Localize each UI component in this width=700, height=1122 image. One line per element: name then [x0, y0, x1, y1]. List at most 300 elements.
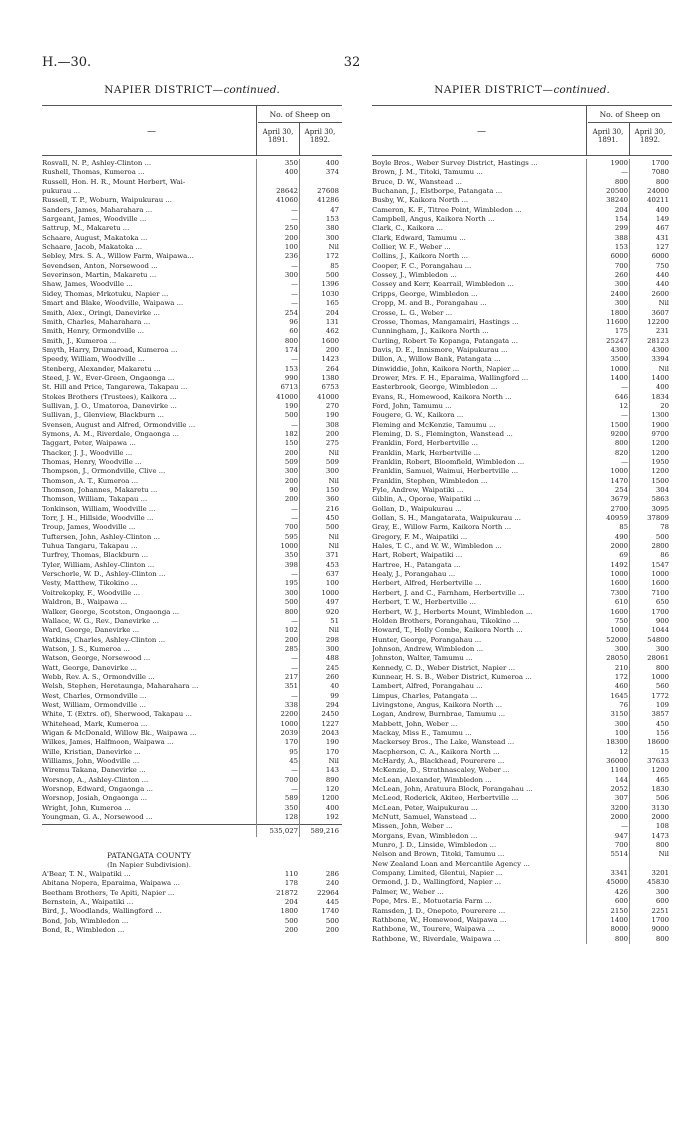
county-heading: PATANGATA COUNTY: [106, 851, 192, 861]
sheep-count-1891: 700: [284, 523, 298, 532]
table-row: [372, 309, 672, 318]
sheep-count-1891: 1600: [610, 579, 628, 588]
sheep-count-1891: 700: [614, 841, 628, 850]
holder-name: West, William, Ormondville ...: [42, 700, 146, 709]
holder-name: Russell, Hon. H. R., Mount Herbert, Wai-: [42, 177, 186, 186]
sheep-count-1891: 3341: [610, 869, 628, 878]
table-row: [42, 710, 342, 719]
sheep-count-1891: 100: [614, 728, 628, 737]
table-row: [372, 878, 672, 887]
sheep-count-1892: 1700: [651, 915, 669, 924]
table-row: [372, 383, 672, 392]
page-number: 32: [343, 55, 361, 70]
sheep-count-1892: 109: [655, 700, 669, 709]
holder-name: Cooper, F. C., Porangahau ...: [372, 261, 472, 270]
table-row: [42, 206, 342, 215]
holder-name: Sevendsen, Anton, Norsewood ...: [42, 261, 158, 270]
sheep-count-1891: 299: [614, 224, 628, 233]
holder-name: Thomson, William, Takapau ...: [42, 495, 148, 504]
table-row: [42, 449, 342, 458]
sheep-count-1892: 100: [325, 579, 339, 588]
holder-name: Clark, Edward, Tamumu ...: [372, 233, 466, 242]
table-row: [42, 654, 342, 663]
sheep-count-1892: 650: [655, 598, 669, 607]
sheep-count-1891: 175: [614, 327, 628, 336]
sheep-count-1892: 1200: [651, 448, 669, 457]
sheep-count-1892: 264: [325, 364, 339, 373]
table-row: [42, 224, 342, 233]
holder-name: Gollan, D., Waipukurau ...: [372, 504, 462, 513]
holder-name: St. Hill and Price, Tangarewa, Takapau ...: [42, 383, 188, 392]
sheep-count-1892: 108: [655, 822, 669, 831]
holder-name: Healy, J., Porangahau ...: [372, 570, 456, 579]
table-row: [42, 570, 342, 579]
table-row: [42, 523, 342, 532]
holder-name: Evans, R., Homewood, Kaikora North ...: [372, 392, 512, 401]
sheep-count-1891: 307: [614, 794, 628, 803]
sheep-count-1891: 11600: [606, 317, 628, 326]
sheep-count-1891: 1645: [610, 691, 628, 700]
sheep-count-1892: 300: [655, 887, 669, 896]
holder-name: Wille, Kristian, Danevirke ...: [42, 747, 141, 756]
table-row: [372, 542, 672, 551]
table-row: [372, 439, 672, 448]
holder-name: Turfrey, Thomas, Blackburn ...: [42, 551, 149, 560]
table-row: [372, 523, 672, 532]
table-row: [372, 262, 672, 271]
sheep-count-1891: 178: [284, 879, 298, 888]
holder-name: Busby, W., Kaikora North ...: [372, 196, 469, 205]
sheep-count-1891: 500: [284, 411, 298, 420]
sheep-count-1892: 360: [325, 495, 339, 504]
sheep-count-1892: 500: [325, 523, 339, 532]
sheep-count-1891: —: [291, 654, 298, 663]
sheep-count-1891: —: [621, 822, 628, 831]
sheep-count-1891: —: [291, 570, 298, 579]
holder-name: Herbert, Alfred, Herbertville ...: [372, 579, 482, 588]
holder-name: Severinson, Martin, Makaretu ...: [42, 271, 157, 280]
sheep-count-1892: 41286: [317, 196, 339, 205]
document-reference: H.—30.: [42, 55, 92, 70]
sheep-count-1891: 40959: [606, 514, 628, 523]
holder-name: Buchanan, J., Elstborpe, Patangata ...: [372, 187, 503, 196]
holder-name: pukurau ...: [42, 187, 81, 196]
sheep-count-1892: 465: [655, 775, 669, 784]
table-row: [372, 290, 672, 299]
sheep-count-1891: 41000: [276, 392, 298, 401]
table-row: [42, 486, 342, 495]
sheep-count-1891: —: [291, 355, 298, 364]
table-row: [372, 692, 672, 701]
table-row: [42, 907, 342, 916]
holder-name: Wilkes, James, Halfmoon, Waipawa ...: [42, 738, 174, 747]
table-row: [42, 243, 342, 252]
column-rule: [299, 159, 300, 837]
sheep-count-1891: —: [291, 215, 298, 224]
left-table-header: [42, 105, 342, 156]
table-row: [372, 822, 672, 831]
sheep-count-1892: 131: [325, 317, 339, 326]
table-row: [42, 346, 342, 355]
holder-name: Taggart, Peter, Waipawa ...: [42, 439, 136, 448]
sheep-count-1892: 78: [660, 523, 669, 532]
sheep-count-1891: 5514: [610, 850, 628, 859]
table-row: [372, 916, 672, 925]
sheep-count-1891: 200: [284, 495, 298, 504]
holder-name: Sullivan, J., Glenview, Blackburn ...: [42, 411, 164, 420]
left-column: [42, 84, 342, 936]
sheep-count-1891: 217: [284, 672, 298, 681]
table-row: [372, 430, 672, 439]
holder-name: Thomson, A. T., Kumeroa ...: [42, 476, 139, 485]
sheep-count-1891: 460: [614, 682, 628, 691]
table-row: [372, 794, 672, 803]
table-row: [372, 393, 672, 402]
sheep-count-1892: 2450: [321, 710, 339, 719]
table-row: [372, 869, 672, 878]
sheep-count-1891: 350: [284, 159, 298, 167]
table-row: [372, 766, 672, 775]
sheep-count-1891: 4300: [610, 345, 628, 354]
total-1891: 535,027: [269, 827, 298, 836]
table-row: [42, 626, 342, 635]
sheep-count-1892: 3857: [651, 710, 669, 719]
sheep-count-1891: 154: [614, 215, 628, 224]
sheep-count-1892: 1200: [651, 439, 669, 448]
sheep-count-1892: 1227: [321, 719, 339, 728]
holder-name: McLean, Alexander, Wimbledon ...: [372, 775, 492, 784]
sheep-count-1892: 462: [325, 327, 339, 336]
table-row: [372, 682, 672, 691]
right-column: [372, 84, 672, 944]
sheep-count-1892: 2000: [651, 813, 669, 822]
sheep-count-1892: 497: [325, 598, 339, 607]
sheep-count-1891: 254: [614, 486, 628, 495]
sheep-count-1891: 18300: [606, 738, 628, 747]
sheep-count-1892: 1547: [651, 560, 669, 569]
holder-name: Herbert, W. J., Herberts Mount, Wimbledon ...: [372, 607, 533, 616]
sheep-count-1891: 300: [284, 588, 298, 597]
sheep-count-1892: 304: [655, 486, 669, 495]
sheep-count-1892: 453: [325, 560, 339, 569]
sheep-count-1892: 40211: [647, 196, 669, 205]
sheep-count-1891: —: [291, 280, 298, 289]
sheep-count-1891: 351: [284, 682, 298, 691]
county-heading-row: [42, 851, 342, 860]
table-row: [42, 794, 342, 803]
sheep-count-1892: 800: [655, 841, 669, 850]
holder-name: Watson, J. S., Kumeroa ...: [42, 644, 130, 653]
sheep-count-1892: 637: [325, 570, 339, 579]
sheep-count-1891: 300: [284, 271, 298, 280]
table-row: [42, 159, 342, 168]
table-row: [372, 860, 672, 869]
holder-name: Wright, John, Kumeroa ...: [42, 803, 131, 812]
holder-name: Rathbone, W., Tourere, Waipawa ...: [372, 925, 495, 934]
table-row: [372, 467, 672, 476]
table-row: [372, 533, 672, 542]
holder-name: Svensen, August and Alfred, Ormondville ...: [42, 420, 196, 429]
table-row: [372, 411, 672, 420]
table-row: [372, 346, 672, 355]
table-row: [372, 701, 672, 710]
table-row: [42, 234, 342, 243]
sheep-count-1892: Nil: [658, 364, 669, 373]
table-row: [42, 365, 342, 374]
sheep-count-1891: 800: [614, 439, 628, 448]
sheep-count-1891: —: [291, 504, 298, 513]
sheep-count-1891: 2700: [610, 504, 628, 513]
sheep-count-1891: 38240: [606, 196, 628, 205]
table-row: [372, 720, 672, 729]
table-row: [372, 280, 672, 289]
column-rule: [629, 159, 630, 944]
table-row: [42, 926, 342, 935]
sheep-count-1892: 12200: [647, 317, 669, 326]
sheep-count-1891: 300: [614, 299, 628, 308]
holder-name: Fougere, G. W., Kaikora ...: [372, 411, 464, 420]
table-row: [42, 748, 342, 757]
sheep-count-1891: 236: [284, 252, 298, 261]
holder-name: Palmer, W., Weber ...: [372, 887, 444, 896]
table-row: [42, 168, 342, 177]
sheep-count-1891: 388: [614, 233, 628, 242]
table-row: [42, 757, 342, 766]
table-row: [42, 579, 342, 588]
sheep-count-1892: 28123: [647, 336, 669, 345]
holder-name: Bird, J., Woodlands, Wallingford ...: [42, 907, 162, 916]
holder-name: Limpus, Charles, Patangata ...: [372, 691, 478, 700]
holder-name: Wiremu Takana, Danevirke ...: [42, 766, 146, 775]
sheep-count-1892: 560: [655, 682, 669, 691]
sheep-count-1891: 509: [284, 458, 298, 466]
sheep-count-1892: 509: [325, 458, 339, 466]
table-row: [42, 280, 342, 289]
left-table-body: [42, 159, 342, 936]
year-1891-heading: April 30, 1891.: [592, 128, 624, 144]
holder-name: Gregory, F. M., Waipatiki ...: [372, 532, 468, 541]
table-row: [42, 561, 342, 570]
sheep-count-1892: 308: [325, 420, 339, 429]
sheep-count-1891: 250: [284, 224, 298, 233]
table-row: [42, 299, 342, 308]
sheep-count-1892: 1834: [651, 392, 669, 401]
sheep-count-1891: —: [291, 663, 298, 672]
sheep-count-1892: 28061: [647, 654, 669, 663]
table-row: [372, 757, 672, 766]
holder-name: Voitrekopky, F., Woodville ...: [42, 588, 141, 597]
sheep-count-1892: 204: [325, 308, 339, 317]
sheep-count-1891: —: [291, 785, 298, 794]
sheep-count-1892: 24000: [647, 187, 669, 196]
sheep-count-1892: 400: [655, 205, 669, 214]
sheep-count-1891: 1800: [610, 308, 628, 317]
sheep-count-1891: 1000: [280, 719, 298, 728]
holder-name: Mackersey Bros., The Lake, Wanstead ...: [372, 738, 515, 747]
sheep-count-1892: 6000: [651, 252, 669, 261]
holder-name: Smith, J., Kumeroa ...: [42, 336, 117, 345]
table-row: [372, 729, 672, 738]
holder-name: Gollan, S. H., Mangatarata, Waipukurau ...: [372, 514, 521, 523]
table-row: [372, 636, 672, 645]
holder-name: Wigan & McDonald, Willow Bk., Waipawa ...: [42, 728, 197, 737]
sheep-count-1891: 2000: [610, 542, 628, 551]
sheep-count-1891: 195: [284, 579, 298, 588]
holder-name: A'Bear, T. N., Waipatiki ...: [42, 870, 131, 879]
table-row: [372, 206, 672, 215]
sheep-count-1892: 51: [330, 616, 339, 625]
holder-name: Company, Limited, Glentui, Napier ...: [372, 869, 503, 878]
sheep-count-1891: 102: [284, 626, 298, 635]
sheep-count-1891: 700: [614, 261, 628, 270]
sheep-count-1891: 153: [614, 243, 628, 252]
holder-name: McKenzie, D., Strathnascaley, Weber ...: [372, 766, 510, 775]
sheep-count-1892: 294: [325, 700, 339, 709]
sheep-count-1891: 400: [284, 168, 298, 177]
sheep-count-1892: 506: [655, 794, 669, 803]
sheep-count-1892: 300: [325, 467, 339, 476]
table-row: [372, 664, 672, 673]
table-row: [372, 598, 672, 607]
sheep-count-1891: 45000: [606, 878, 628, 887]
table-row: [42, 495, 342, 504]
holder-name: Brown, J. M., Titoki, Tamumu ...: [372, 168, 483, 177]
table-row: [42, 673, 342, 682]
holder-name: Sullivan, J. O., Umatoroa, Danevirke ...: [42, 401, 177, 410]
holder-name: Johnston, Walter, Tamumu ...: [372, 654, 473, 663]
sheep-count-1892: 750: [655, 261, 669, 270]
sheep-count-1891: 200: [284, 448, 298, 457]
sheep-count-1891: 200: [284, 635, 298, 644]
sheep-count-1891: 96: [289, 317, 298, 326]
holder-name: Curling, Robert Te Kopanga, Patangata ...: [372, 336, 518, 345]
holder-name: Ormond, J. D., Wallingford, Napier ...: [372, 878, 502, 887]
table-row: [372, 159, 672, 168]
sheep-count-1892: 1700: [651, 159, 669, 167]
page-header: [42, 55, 662, 71]
table-row: [372, 907, 672, 916]
holder-name: Smith, Henry, Ormondville ...: [42, 327, 145, 336]
table-row: [42, 617, 342, 626]
table-row: [372, 589, 672, 598]
sheep-count-1891: —: [291, 289, 298, 298]
sheep-count-1892: 190: [325, 411, 339, 420]
sheep-count-1891: 800: [614, 177, 628, 186]
sheep-count-1892: Nil: [328, 448, 339, 457]
sheep-count-1892: 920: [325, 607, 339, 616]
table-row: [372, 224, 672, 233]
table-row: [42, 738, 342, 747]
holder-name: Howard, T., Holly Combe, Kaikora North ...: [372, 626, 523, 635]
sheep-count-1892: 165: [325, 299, 339, 308]
sheep-count-1891: 128: [284, 813, 298, 822]
sheep-count-1891: 426: [614, 887, 628, 896]
holder-name: Sattrup, M., Makaretu ...: [42, 224, 130, 233]
sheep-count-1892: 1400: [651, 373, 669, 382]
sheep-count-1891: 76: [619, 700, 628, 709]
holder-name: Watkins, Charles, Ashley-Clinton ...: [42, 635, 166, 644]
holder-name: Davis, D. E., Innismore, Waipukurau ...: [372, 345, 508, 354]
sheep-count-1892: Nil: [328, 532, 339, 541]
sheep-count-1891: 1600: [610, 607, 628, 616]
sheep-count-1892: 300: [325, 644, 339, 653]
table-row: [372, 495, 672, 504]
holder-name: Beetham Brothers, Te Apiti, Napier ...: [42, 888, 175, 897]
holder-name: Franklin, Mark, Herbertville ...: [372, 448, 481, 457]
sheep-count-1892: 1300: [651, 411, 669, 420]
sheep-count-1892: 445: [325, 898, 339, 907]
sheep-count-1891: 285: [284, 644, 298, 653]
table-row: [372, 832, 672, 841]
sheep-count-1892: 300: [655, 644, 669, 653]
sheep-count-1892: Nil: [328, 542, 339, 551]
sheep-count-1892: 800: [655, 177, 669, 186]
sheep-count-1891: 12: [619, 401, 628, 410]
table-row: [372, 374, 672, 383]
sheep-count-1892: 231: [655, 327, 669, 336]
sheep-count-1892: 1900: [651, 420, 669, 429]
sheep-count-1891: 2200: [280, 710, 298, 719]
holder-name: Rathbone, W., Homewood, Waipawa ...: [372, 915, 507, 924]
sheep-count-1892: 2043: [321, 728, 339, 737]
sheep-count-1891: 1400: [610, 373, 628, 382]
sheep-count-1892: 153: [325, 215, 339, 224]
holder-name: Watt, George, Danevirke ...: [42, 663, 137, 672]
table-row: [372, 327, 672, 336]
sheep-count-1891: 204: [614, 205, 628, 214]
sheep-count-1892: 1423: [321, 355, 339, 364]
holder-name: Cripps, George, Wimbledon ...: [372, 289, 478, 298]
table-row: [42, 271, 342, 280]
table-row: [42, 374, 342, 383]
table-row: [42, 252, 342, 261]
sheep-count-1891: 21872: [276, 888, 298, 897]
table-row: [42, 813, 342, 822]
table-row: [42, 879, 342, 888]
holder-name: Franklin, Robert, Bloomfield, Wimbledon ...: [372, 458, 525, 466]
sheep-count-1892: 85: [330, 261, 339, 270]
table-row: [42, 318, 342, 327]
holder-name: Easterbrook, George, Wimbledon ...: [372, 383, 498, 392]
sheep-count-1891: 490: [614, 532, 628, 541]
holder-name: Thacker, J. J., Woodville ...: [42, 448, 133, 457]
holder-name: Bond, R., Wimbledon ...: [42, 926, 125, 935]
sheep-count-1891: 170: [284, 738, 298, 747]
holder-name: Wallace, W. G., Rev., Danevirke ...: [42, 616, 159, 625]
sheep-count-1892: 18600: [647, 738, 669, 747]
sheep-count-1891: 200: [284, 476, 298, 485]
sheep-count-1891: 800: [284, 607, 298, 616]
sheep-count-1892: 5863: [651, 495, 669, 504]
table-row: [372, 888, 672, 897]
sheep-count-1892: 371: [325, 551, 339, 560]
table-row: [372, 925, 672, 934]
sheep-count-1892: 3607: [651, 308, 669, 317]
holder-name: McNutt, Samuel, Wanstead ...: [372, 813, 477, 822]
sheep-count-1892: 40: [330, 682, 339, 691]
holder-name: Logan, Andrew, Burnbrae, Tamumu ...: [372, 710, 506, 719]
sheep-count-1891: —: [621, 383, 628, 392]
sheep-count-1892: 150: [325, 486, 339, 495]
holder-name: Kennedy, C. D., Weber District, Napier ...: [372, 663, 516, 672]
holder-name: Missen, John, Weber ...: [372, 822, 453, 831]
table-row: [42, 720, 342, 729]
header-divider: [586, 106, 587, 155]
table-row: [372, 477, 672, 486]
holder-name: Lambert, Alfred, Porangahau ...: [372, 682, 483, 691]
table-row: [372, 514, 672, 523]
table-row: [42, 898, 342, 907]
